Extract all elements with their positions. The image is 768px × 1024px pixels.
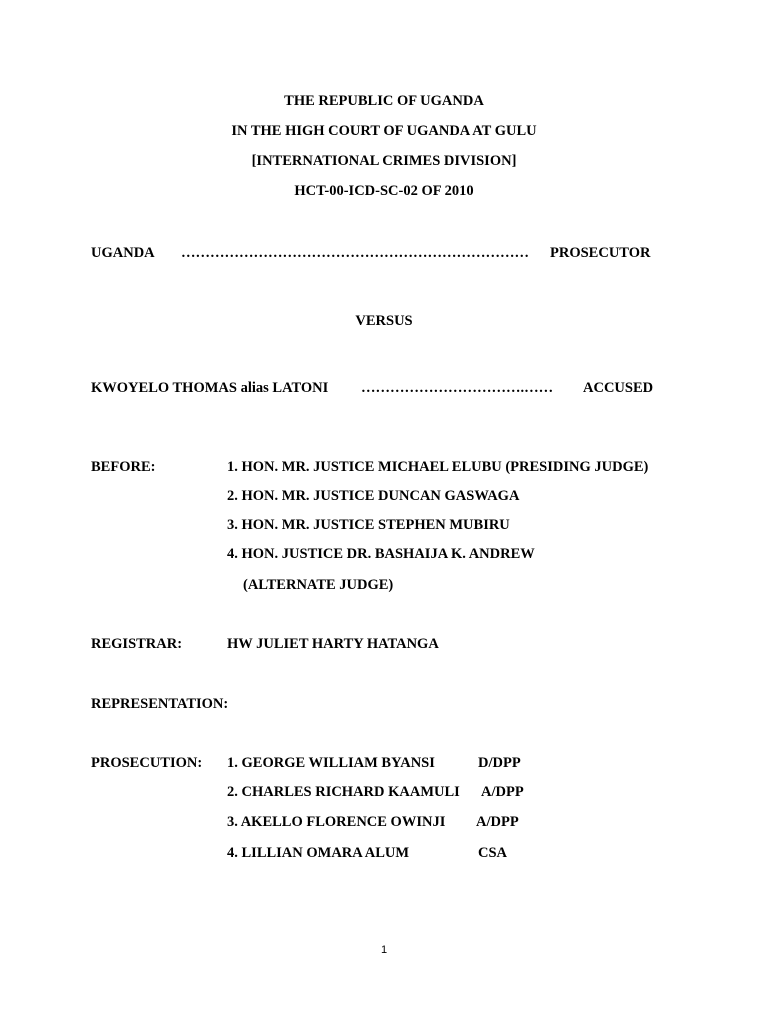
versus-label: VERSUS [355,313,413,329]
prosecution-member-name: 3. AKELLO FLORENCE OWINJI [227,814,446,830]
alternate-judge-note: (ALTERNATE JUDGE) [243,577,394,593]
prosecution-member-title: D/DPP [478,755,521,771]
representation-label: REPRESENTATION: [91,696,229,712]
judge-item: 2. HON. MR. JUSTICE DUNCAN GASWAGA [227,488,520,504]
prosecution-label: PROSECUTION: [91,755,203,771]
header-republic: THE REPUBLIC OF UGANDA [284,93,484,109]
prosecution-member-title: CSA [478,845,508,861]
registrar-name: HW JULIET HARTY HATANGA [227,636,439,652]
header-case-number: HCT-00-ICD-SC-02 OF 2010 [294,183,474,199]
prosecutor-role: PROSECUTOR [550,245,651,261]
prosecution-member-title: A/DPP [476,814,519,830]
judge-item: 3. HON. MR. JUSTICE STEPHEN MUBIRU [227,517,510,533]
prosecution-member-name: 4. LILLIAN OMARA ALUM [227,845,410,861]
registrar-label: REGISTRAR: [91,636,183,652]
accused-name: KWOYELO THOMAS alias LATONI [91,380,329,396]
prosecution-member-name: 1. GEORGE WILLIAM BYANSI [227,755,435,771]
header-court: IN THE HIGH COURT OF UGANDA AT GULU [231,123,537,139]
judge-item: 1. HON. MR. JUSTICE MICHAEL ELUBU (PRESIDING JUDGE) [227,459,649,475]
prosecutor-dots: ……………………………………………………………… [181,245,529,261]
accused-dots: …………………………….…… [361,380,554,396]
prosecution-member-title: A/DPP [481,784,524,800]
accused-role: ACCUSED [583,380,654,396]
prosecution-member-name: 2. CHARLES RICHARD KAAMULI [227,784,460,800]
header-division: [INTERNATIONAL CRIMES DIVISION] [251,153,517,169]
page-number: 1 [380,944,388,956]
before-label: BEFORE: [91,459,156,475]
judge-item: 4. HON. JUSTICE DR. BASHAIJA K. ANDREW [227,546,535,562]
prosecutor-name: UGANDA [91,245,155,261]
